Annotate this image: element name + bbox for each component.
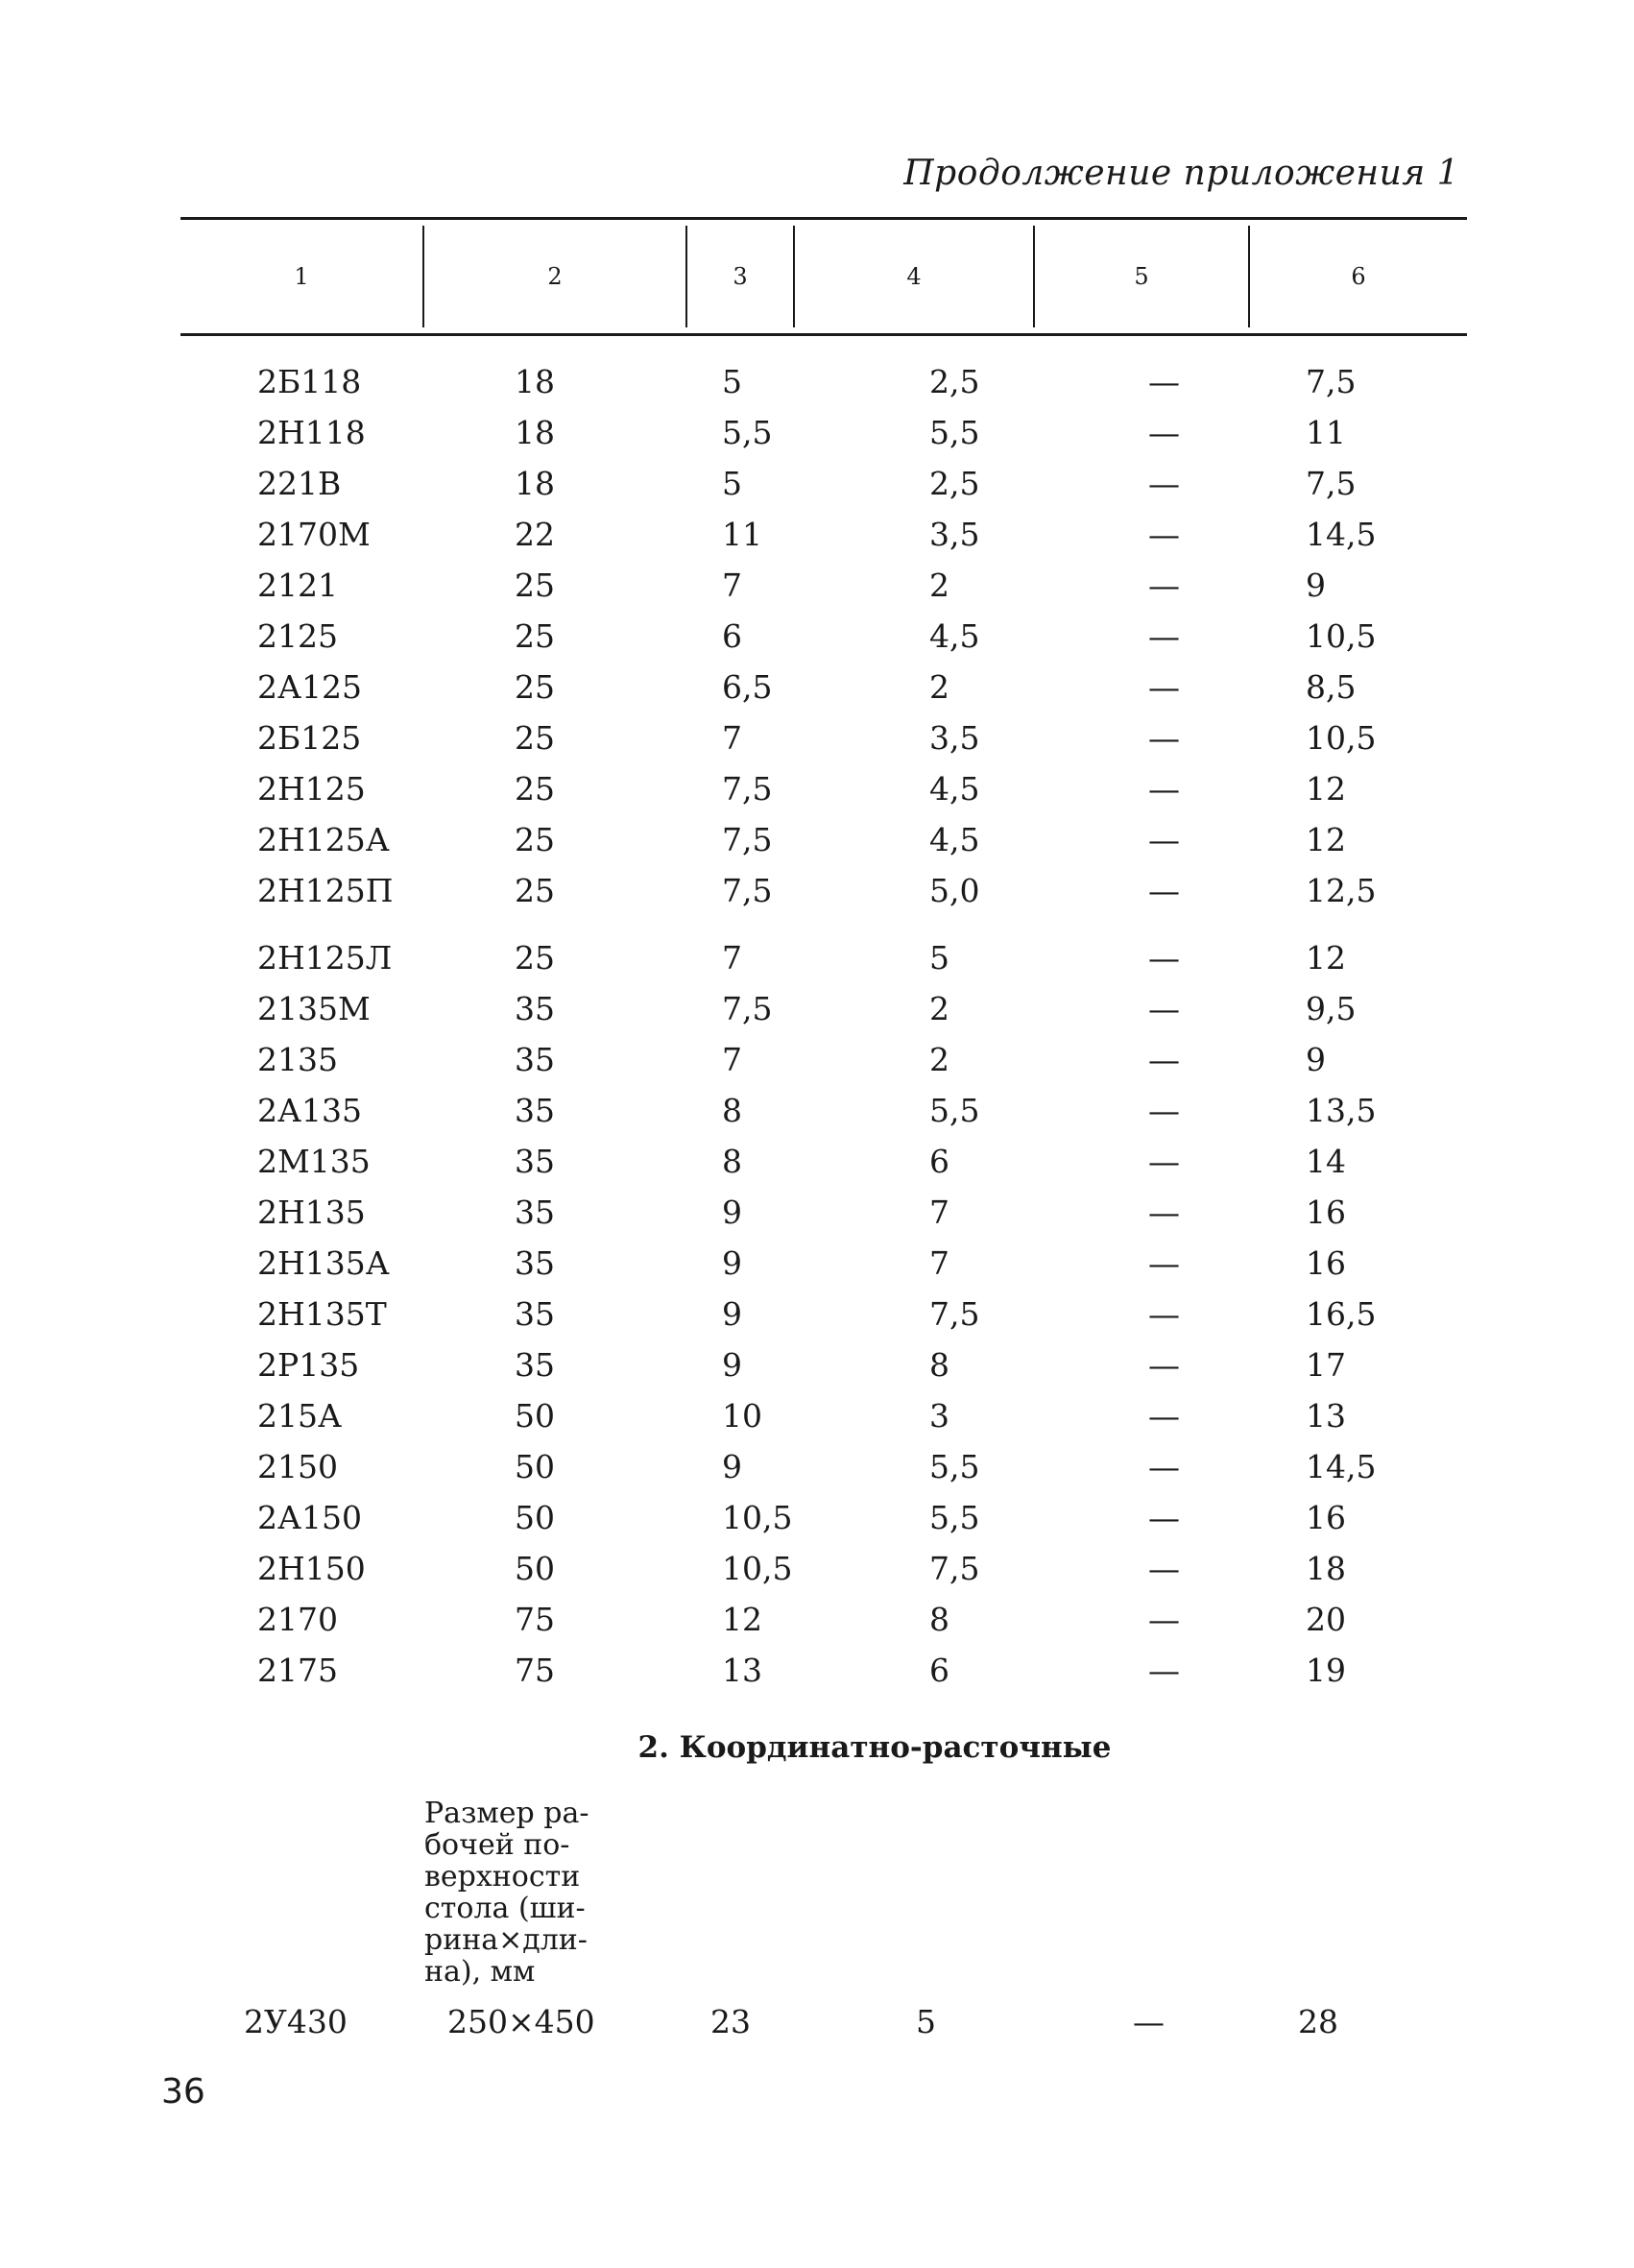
cell-model: 2Н125 [257, 770, 366, 808]
section-title: 2. Координатно-расточные [637, 1730, 1112, 1765]
cell-col5: — [1148, 1194, 1180, 1231]
cell-model: 2Н135 [257, 1194, 366, 1231]
table-row [0, 611, 1634, 662]
table-row [0, 1594, 1634, 1645]
cell-col2: 18 [515, 363, 555, 400]
cell-model: 2Б125 [257, 719, 362, 757]
cell-col3: 7,5 [722, 872, 773, 909]
cell-col3: 13 [722, 1652, 762, 1689]
table-row [0, 1034, 1634, 1085]
cell-col6: 9 [1306, 567, 1326, 604]
cell-col3: 6,5 [722, 668, 773, 706]
cell-col4: 5,5 [929, 1499, 980, 1536]
cell-model: 215А [257, 1397, 342, 1435]
cell-col4: 5,0 [929, 872, 980, 909]
table-row [0, 814, 1634, 865]
cell-col6: 10,5 [1306, 617, 1377, 655]
cell-col6: 14 [1306, 1143, 1346, 1180]
cell-col5: — [1148, 1499, 1180, 1536]
cell-col6: 13,5 [1306, 1092, 1377, 1129]
table-row [0, 1645, 1634, 1696]
cell-col3: 9 [722, 1295, 742, 1333]
cell-col6: 7,5 [1306, 363, 1357, 400]
cell-col3: 7 [722, 567, 742, 604]
cell-col6: 9 [1306, 1041, 1326, 1078]
table-row [0, 865, 1634, 916]
table-row [0, 1339, 1634, 1390]
cell-col2: 50 [515, 1499, 555, 1536]
cell-col2: 35 [515, 990, 555, 1027]
cell-col3: 7,5 [722, 821, 773, 858]
column-header-4: 4 [906, 263, 922, 290]
cell-col6: 17 [1306, 1346, 1346, 1384]
cell-col3: 5 [722, 465, 742, 502]
cell-col5: — [1148, 617, 1180, 655]
cell-model: 2А125 [257, 668, 362, 706]
cell-col5: — [1148, 990, 1180, 1027]
cell-col4: 2 [929, 990, 949, 1027]
cell-col6: 19 [1306, 1652, 1346, 1689]
page-number: 36 [161, 2072, 205, 2111]
column-header-2: 2 [547, 263, 563, 290]
cell-col6: 12 [1306, 821, 1346, 858]
cell-col4: 4,5 [929, 617, 980, 655]
cell-col5: — [1148, 1244, 1180, 1282]
cell-col2: 25 [515, 872, 555, 909]
cell-col2: 18 [515, 414, 555, 451]
cell-col2: 35 [515, 1244, 555, 1282]
continuation-title: Продолжение приложения 1 [903, 154, 1459, 193]
cell-model: 2А135 [257, 1092, 362, 1129]
cell-col2: 75 [515, 1652, 555, 1689]
cell-col4: 2 [929, 1041, 949, 1078]
cell-col5: — [1148, 414, 1180, 451]
cell-model: 2Н118 [257, 414, 366, 451]
table-row [0, 1136, 1634, 1187]
cell-col5: — [1148, 1397, 1180, 1435]
table-row [0, 1238, 1634, 1289]
cell-col3: 6 [722, 617, 742, 655]
cell-col5: — [1133, 2003, 1165, 2040]
cell-col2: 35 [515, 1194, 555, 1231]
cell-col5: — [1148, 939, 1180, 977]
table-row [0, 509, 1634, 560]
cell-col4: 8 [929, 1346, 949, 1384]
table-row [0, 1289, 1634, 1339]
cell-model: 2Б118 [257, 363, 362, 400]
cell-col3: 10,5 [722, 1499, 793, 1536]
cell-col4: 3,5 [929, 516, 980, 553]
table-row [0, 983, 1634, 1034]
cell-col5: — [1148, 1041, 1180, 1078]
cell-col5: — [1148, 1092, 1180, 1129]
cell-col3: 7,5 [722, 770, 773, 808]
cell-model: 2Н125А [257, 821, 390, 858]
cell-model: 2175 [257, 1652, 338, 1689]
cell-col4: 6 [929, 1652, 949, 1689]
cell-col6: 12,5 [1306, 872, 1377, 909]
cell-col2: 25 [515, 821, 555, 858]
cell-model: 2Н135А [257, 1244, 390, 1282]
cell-col3: 23 [710, 2003, 751, 2040]
cell-col6: 20 [1306, 1601, 1346, 1638]
cell-col3: 5 [722, 363, 742, 400]
cell-col3: 7 [722, 939, 742, 977]
cell-col6: 14,5 [1306, 516, 1377, 553]
cell-col3: 7 [722, 1041, 742, 1078]
cell-model: 2Р135 [257, 1346, 360, 1384]
cell-col3: 9 [722, 1194, 742, 1231]
column-2-label-line: рина×дли- [424, 1923, 588, 1957]
cell-col3: 8 [722, 1092, 742, 1129]
cell-col4: 3,5 [929, 719, 980, 757]
cell-col2: 50 [515, 1448, 555, 1485]
cell-col2: 25 [515, 719, 555, 757]
cell-col5: — [1148, 1448, 1180, 1485]
table-row [0, 407, 1634, 458]
table-row [0, 932, 1634, 983]
cell-col5: — [1148, 465, 1180, 502]
table-header [180, 217, 1467, 336]
cell-col4: 5,5 [929, 1448, 980, 1485]
cell-col2: 35 [515, 1295, 555, 1333]
cell-col6: 12 [1306, 770, 1346, 808]
cell-col5: — [1148, 668, 1180, 706]
table-row [0, 1187, 1634, 1238]
cell-col4: 4,5 [929, 821, 980, 858]
cell-col4: 2 [929, 668, 949, 706]
cell-col2: 22 [515, 516, 555, 553]
cell-model: 2У430 [244, 2003, 348, 2040]
table-row [0, 763, 1634, 814]
cell-col3: 8 [722, 1143, 742, 1180]
cell-col6: 16 [1306, 1499, 1346, 1536]
cell-col5: — [1148, 821, 1180, 858]
cell-col6: 7,5 [1306, 465, 1357, 502]
cell-model: 221В [257, 465, 342, 502]
cell-model: 2М135 [257, 1143, 371, 1180]
cell-col5: — [1148, 872, 1180, 909]
cell-col2: 18 [515, 465, 555, 502]
cell-col6: 14,5 [1306, 1448, 1377, 1485]
cell-col2: 25 [515, 668, 555, 706]
cell-model: 2Н150 [257, 1550, 366, 1587]
cell-model: 2125 [257, 617, 338, 655]
table-row [0, 662, 1634, 712]
cell-col6: 12 [1306, 939, 1346, 977]
column-header-5: 5 [1134, 263, 1149, 290]
cell-col6: 9,5 [1306, 990, 1357, 1027]
table-row [0, 1996, 1634, 2047]
table-row [0, 560, 1634, 611]
cell-col5: — [1148, 1295, 1180, 1333]
cell-col5: — [1148, 1143, 1180, 1180]
cell-model: 2150 [257, 1448, 338, 1485]
cell-col6: 18 [1306, 1550, 1346, 1587]
cell-col4: 2,5 [929, 465, 980, 502]
cell-model: 2170 [257, 1601, 338, 1638]
cell-model: 2121 [257, 567, 338, 604]
table-row [0, 1543, 1634, 1594]
cell-model: 2135М [257, 990, 371, 1027]
cell-col3: 7 [722, 719, 742, 757]
table-row [0, 458, 1634, 509]
column-2-label-line: бочей по- [424, 1828, 570, 1862]
column-2-label-line: верхности [424, 1860, 581, 1894]
cell-col2: 25 [515, 567, 555, 604]
table-row [0, 1492, 1634, 1543]
cell-col4: 8 [929, 1601, 949, 1638]
cell-col5: — [1148, 567, 1180, 604]
cell-col2: 250×450 [447, 2003, 595, 2040]
cell-col6: 16 [1306, 1244, 1346, 1282]
cell-col6: 28 [1298, 2003, 1338, 2040]
cell-col3: 5,5 [722, 414, 773, 451]
cell-col5: — [1148, 1550, 1180, 1587]
cell-model: 2170М [257, 516, 371, 553]
cell-col4: 2,5 [929, 363, 980, 400]
cell-col4: 7,5 [929, 1295, 980, 1333]
column-header-6: 6 [1351, 263, 1366, 290]
cell-model: 2Н125Л [257, 939, 393, 977]
cell-col5: — [1148, 719, 1180, 757]
column-2-label-line: стола (ши- [424, 1892, 586, 1925]
cell-col4: 5,5 [929, 414, 980, 451]
cell-col5: — [1148, 1652, 1180, 1689]
cell-col5: — [1148, 1346, 1180, 1384]
cell-col6: 10,5 [1306, 719, 1377, 757]
column-2-label [424, 1798, 636, 1988]
table-row [0, 1441, 1634, 1492]
cell-model: 2А150 [257, 1499, 362, 1536]
cell-model: 2135 [257, 1041, 338, 1078]
cell-col5: — [1148, 770, 1180, 808]
cell-col4: 3 [929, 1397, 949, 1435]
cell-col4: 5 [916, 2003, 936, 2040]
cell-model: 2Н135Т [257, 1295, 387, 1333]
cell-col3: 9 [722, 1448, 742, 1485]
table-row [0, 1390, 1634, 1441]
cell-col4: 2 [929, 567, 949, 604]
cell-col4: 5 [929, 939, 949, 977]
column-2-label-line: Размер ра- [424, 1797, 589, 1830]
cell-col3: 10,5 [722, 1550, 793, 1587]
cell-col4: 5,5 [929, 1092, 980, 1129]
column-2-label-line: на), мм [424, 1955, 536, 1989]
cell-col3: 9 [722, 1346, 742, 1384]
cell-col2: 35 [515, 1041, 555, 1078]
cell-col4: 6 [929, 1143, 949, 1180]
cell-model: 2Н125П [257, 872, 394, 909]
cell-col2: 35 [515, 1143, 555, 1180]
column-header-3: 3 [733, 263, 748, 290]
cell-col2: 25 [515, 770, 555, 808]
table-row [0, 712, 1634, 763]
cell-col2: 25 [515, 617, 555, 655]
cell-col3: 11 [722, 516, 762, 553]
table-row [0, 356, 1634, 407]
cell-col3: 10 [722, 1397, 762, 1435]
cell-col6: 8,5 [1306, 668, 1357, 706]
cell-col2: 25 [515, 939, 555, 977]
cell-col6: 16,5 [1306, 1295, 1377, 1333]
cell-col4: 4,5 [929, 770, 980, 808]
cell-col4: 7,5 [929, 1550, 980, 1587]
cell-col6: 16 [1306, 1194, 1346, 1231]
table-row [0, 1085, 1634, 1136]
cell-col2: 50 [515, 1397, 555, 1435]
column-header-1: 1 [294, 263, 309, 290]
cell-col3: 7,5 [722, 990, 773, 1027]
cell-col6: 11 [1306, 414, 1346, 451]
cell-col3: 12 [722, 1601, 762, 1638]
cell-col2: 35 [515, 1346, 555, 1384]
cell-col6: 13 [1306, 1397, 1346, 1435]
cell-col2: 35 [515, 1092, 555, 1129]
cell-col4: 7 [929, 1194, 949, 1231]
cell-col3: 9 [722, 1244, 742, 1282]
cell-col5: — [1148, 1601, 1180, 1638]
cell-col2: 50 [515, 1550, 555, 1587]
cell-col2: 75 [515, 1601, 555, 1638]
cell-col5: — [1148, 516, 1180, 553]
cell-col4: 7 [929, 1244, 949, 1282]
cell-col5: — [1148, 363, 1180, 400]
